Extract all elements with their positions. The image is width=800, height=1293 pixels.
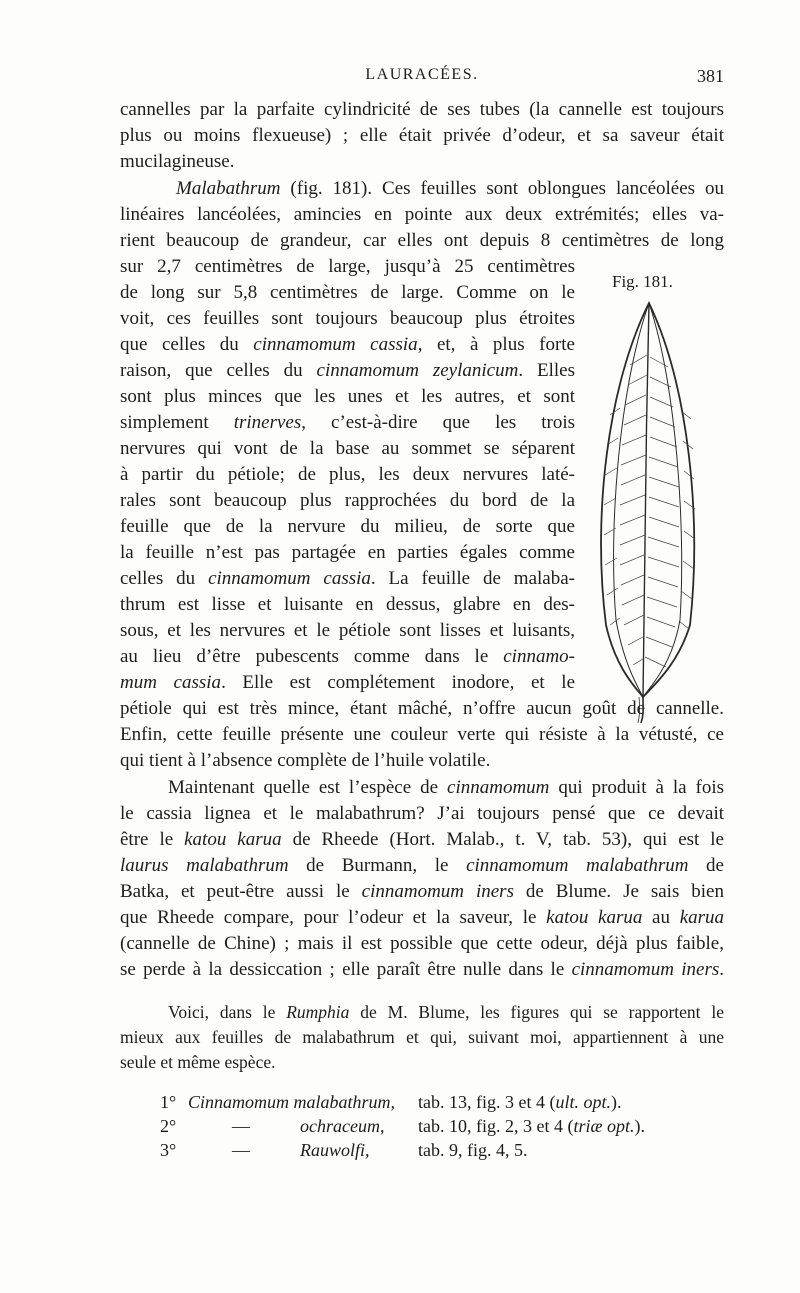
list-species: ochraceum, [300,1116,385,1136]
list-species: Cinnamomum malabathrum, [188,1092,396,1112]
text-line: le cassia lignea et le malabathrum? J’ai toujours pensé que ce devait [120,803,724,824]
text-line: thrum est lisse et luisante en dessus, glabre en des- [120,594,575,615]
text-line: à partir du pétiole; de plus, les deux nervures laté- [120,464,575,485]
text-line: sont plus minces que les unes et les autres, et sont [120,386,575,407]
running-title: LAURACÉES. [365,66,479,83]
text-line: sous, et les nervures et le pétiole sont lisses et luisants, [120,620,575,641]
text-line: se perde à la dessiccation ; elle paraît être nulle dans le cinnamomum iners. [120,959,724,980]
text-line: de long sur 5,8 centimètres de large. Comme on le [120,282,575,303]
text-line: rales sont beaucoup plus rapprochées du bord de la [120,490,575,511]
text-line: sur 2,7 centimètres de large, jusqu’à 25 centimètres [120,256,575,277]
list-dash: — [232,1116,250,1136]
text-line: pétiole qui est très mince, étant mâché, n’offre aucun goût de cannelle. [120,698,724,719]
text-line: Maintenant quelle est l’espèce de cinnamomum qui produit à la fois [168,777,724,798]
text-line: plus ou moins flexueuse) ; elle était privée d’odeur, et sa saveur était [120,125,724,146]
text-line: cannelles par la parfaite cylindricité de ses tubes (la cannelle est toujours [120,99,724,120]
text-line: mucilagineuse. [120,151,235,172]
text-line: Malabathrum (fig. 181). Ces feuilles sont oblongues lancéolées ou [176,178,724,199]
text-line: simplement trinerves, c’est-à-dire que les trois [120,412,575,433]
text-line: au lieu d’être pubescents comme dans le cinnamo- [120,646,575,667]
list-reference: tab. 9, fig. 4, 5. [418,1140,528,1160]
page-number: 381 [697,66,724,86]
text-line: Batka, et peut-être aussi le cinnamomum iners de Blume. Je sais bien [120,881,724,902]
text-line: mieux aux feuilles de malabathrum et qui, suivant moi, appartiennent à une [120,1027,724,1047]
term-malabathrum: Malabathrum [176,178,281,199]
list-number: 1° [160,1092,177,1112]
text-line: celles du cinnamomum cassia. La feuille de malaba- [120,568,575,589]
text-line: (cannelle de Chine) ; mais il est possible que cette odeur, déjà plus faible, [120,933,724,954]
text-line: nervures qui vont de la base au sommet se séparent [120,438,575,459]
text-line: laurus malabathrum de Burmann, le cinnamomum malabathrum de [120,855,724,876]
list-number: 2° [160,1116,177,1136]
text-line: que Rheede compare, pour l’odeur et la saveur, le katou karua au karua [120,907,725,928]
leaf-illustration [580,295,710,725]
text-line: qui tient à l’absence complète de l’huile volatile. [120,750,491,771]
figure-label: Fig. 181. [612,272,673,291]
text-line: être le katou karua de Rheede (Hort. Malab., t. V, tab. 53), qui est le [120,829,724,850]
text-line: mum cassia. Elle est complétement inodore, et le [120,672,575,693]
list-species: Rauwolfi, [300,1140,370,1160]
text-line: que celles du cinnamomum cassia, et, à plus forte [120,334,575,355]
text-line: Enfin, cette feuille présente une couleur verte qui résiste à la vétusté, ce [120,724,724,745]
text-line: feuille que de la nervure du milieu, de sorte que [120,516,575,537]
text-line: raison, que celles du cinnamomum zeylanicum. Elles [120,360,575,381]
list-reference: tab. 10, fig. 2, 3 et 4 (triæ opt.). [418,1116,645,1136]
text-line: voit, ces feuilles sont toujours beaucoup plus étroites [120,308,575,329]
text-line: Voici, dans le Rumphia de M. Blume, les figures qui se rapportent le [168,1002,724,1022]
text-line: linéaires lancéolées, amincies en pointe aux deux extrémités; elles va- [120,204,724,225]
page-header [120,66,724,90]
list-reference: tab. 13, fig. 3 et 4 (ult. opt.). [418,1092,622,1112]
list-number: 3° [160,1140,177,1160]
text-line: la feuille n’est pas partagée en parties égales comme [120,542,575,563]
leaf-veins [604,355,695,667]
text-line: seule et même espèce. [120,1052,276,1072]
list-dash: — [232,1140,250,1160]
text-line: rient beaucoup de grandeur, car elles ont depuis 8 centimètres de long [120,230,724,251]
